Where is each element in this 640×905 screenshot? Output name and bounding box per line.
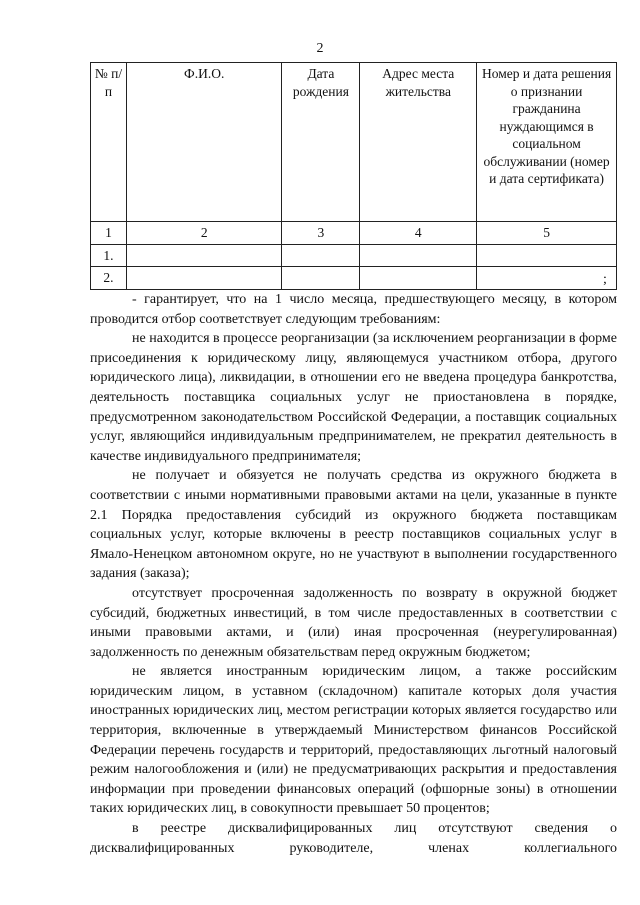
table-cell: 1. [91,244,127,267]
table-row [91,244,617,267]
table-row [91,267,617,290]
header-address: Адрес места жительства [360,63,477,222]
table-cell [477,267,617,290]
table-cell [282,267,360,290]
paragraph: не получает и обязуется не получать средства из окружного бюджета в соответствии с иными нормативными правовыми актами на цели, указанные в пункте 2.1 Порядка предоставления субсидий из окружного бюджета поставщикам социальных услуг, которые включены в реестр поставщиков социальных услуг в Ямало-Ненецком автономном округе, но не участвуют в выполнении государственного задания (заказа); [90,468,617,582]
table-cell [477,244,617,267]
column-number: 3 [282,222,360,245]
paragraph: не находится в процессе реорганизации (за исключением реорганизации в форме присоединения к юридическому лицу, являющемуся участником отбора, другого юридического лица), ликвидации, в отношении его не введена процедура банкротства, деятельность поставщика социальных услуг не приостановлена в порядке, предусмотренном законодательством Российской Федерации, а поставщик социальных услуг, являющийся индивидуальным предпринимателем, не прекратил деятельность в качестве индивидуального предпринимателя; [90,331,617,464]
column-number: 5 [477,222,617,245]
paragraph: в реестре дисквалифицированных лиц отсутствуют сведения о дисквалифицированных руководителе, членах коллегиального [90,821,617,856]
paragraph: отсутствует просроченная задолженность по возврату в окружной бюджет субсидий, бюджетных инвестиций, в том числе предоставленных в соответствии с иными правовыми актами, и (или) иная просроченная (неурегулированная) задолженность по денежным обязательствам перед окружным бюджетом; [90,585,617,660]
column-number: 4 [360,222,477,245]
recipients-table [90,62,617,290]
header-number: № п/п [91,63,127,222]
page-number: 2 [316,41,324,56]
paragraph: не является иностранным юридическим лицом, а также российским юридическим лицом, в уставном (складочном) капитале которых доля участия иностранных юридических лиц, местом регистрации которых является государство или территория, включенные в утверждаемый Министерством финансов Российской Федерации перечень государств и территорий, предоставляющих льготный налоговый режим налогообложения и (или) не предусматривающих раскрытия и предоставления информации при проведении финансовых операций (офшорные зоны) в отношении таких юридических лиц, в совокупности превышает 50 процентов; [90,664,617,817]
header-full-name: Ф.И.О. [126,63,282,222]
header-decision: Номер и дата решения о признании гражданина нуждающимся в социальном обслуживании (номер и дата сертификата) [477,63,617,222]
table-header-row [91,63,617,222]
trailing-semicolon: ; [603,272,607,287]
header-birth-date: Дата рождения [282,63,360,222]
table-cell: 2. [91,267,127,290]
paragraph: - гарантирует, что на 1 число месяца, предшествующего месяцу, в котором проводится отбор соответствует следующим требованиям: [90,292,617,327]
column-number: 1 [91,222,127,245]
document-body [90,290,617,858]
column-number: 2 [126,222,282,245]
table-cell [360,267,477,290]
table-cell [126,267,282,290]
table-cell [282,244,360,267]
table-cell [126,244,282,267]
table-cell [360,244,477,267]
column-number-row [91,222,617,245]
